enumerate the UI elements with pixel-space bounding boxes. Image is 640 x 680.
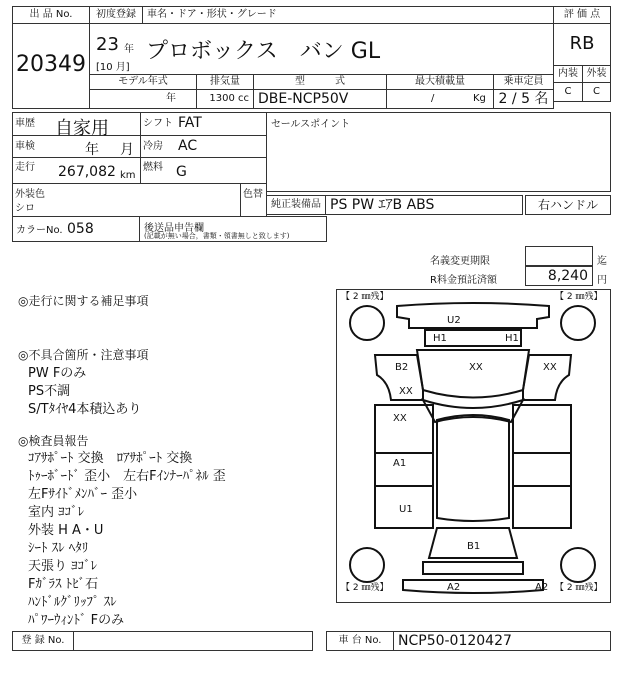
roof bbox=[437, 415, 509, 521]
equipment-label: 純正装備品 bbox=[271, 199, 321, 210]
model-year-label: モデル年式 bbox=[118, 76, 168, 87]
vehicle-name: プロボックス バン GL bbox=[146, 39, 381, 64]
chassis-label-cell bbox=[326, 631, 394, 651]
displacement-label: 排気量 bbox=[210, 76, 240, 87]
inspection-year: 年 bbox=[85, 142, 99, 158]
inspector-item: ﾊﾟﾜｰｳｨﾝﾄﾞ Fのみ bbox=[28, 613, 125, 628]
side-panel-right bbox=[513, 405, 571, 528]
capacity-label: 乗車定員 bbox=[503, 76, 544, 87]
score-label: 評 価 点 bbox=[563, 9, 601, 20]
tread-bottom-right: 【 2 ㎜残】 bbox=[555, 583, 603, 593]
first-reg-label: 初度登録 bbox=[96, 9, 136, 20]
tire-rear-left bbox=[350, 548, 384, 582]
interior-grade: C bbox=[564, 86, 572, 97]
defect-item: S/Tﾀｲﾔ4本積込あり bbox=[28, 402, 142, 417]
color-change-label: 色替 bbox=[243, 189, 263, 200]
capacity-cell bbox=[493, 89, 554, 109]
type-value: DBE-NCP50V bbox=[258, 91, 349, 107]
sales-points-label: セールスポイント bbox=[271, 119, 351, 130]
mark-b1: B1 bbox=[467, 541, 481, 552]
first-reg-label-cell bbox=[89, 6, 143, 24]
defects-header: ◎不具合箇所・注意事項 bbox=[18, 348, 149, 362]
displacement-value: 1300 cc bbox=[209, 93, 249, 104]
exterior-color-label: 外装色 bbox=[15, 189, 45, 200]
inspector-header: ◎検査員報告 bbox=[18, 434, 89, 448]
interior-grade-cell bbox=[553, 82, 583, 102]
exterior-color-value: シロ bbox=[15, 203, 35, 214]
max-load-unit: Kg bbox=[473, 93, 486, 104]
first-reg-month: [10 月] bbox=[96, 62, 130, 73]
capacity-value: 2 / 5 名 bbox=[498, 91, 549, 107]
defect-item: PW Fのみ bbox=[28, 366, 87, 381]
mark-xx-right: XX bbox=[543, 362, 557, 373]
interior-label-cell bbox=[553, 65, 583, 83]
defect-item: PS不調 bbox=[28, 384, 71, 399]
history-value: 自家用 bbox=[55, 118, 109, 139]
lot-number-cell bbox=[12, 23, 90, 109]
steering-cell bbox=[525, 195, 611, 215]
exterior-label: 外装 bbox=[586, 68, 607, 79]
rear-lamp-bar bbox=[423, 562, 523, 574]
inspector-item: 室内 ﾖｺﾞﾚ bbox=[28, 505, 85, 520]
registration-cell bbox=[73, 631, 313, 651]
tread-top-left: 【 2 ㎜残】 bbox=[341, 292, 389, 302]
lot-label-cell bbox=[12, 6, 90, 24]
max-load-label: 最大積載量 bbox=[415, 76, 465, 87]
chassis-cell bbox=[393, 631, 611, 651]
inspector-item: 外装 H A・U bbox=[28, 523, 104, 538]
exterior-color-box bbox=[12, 183, 267, 217]
max-load-value: / bbox=[431, 93, 435, 104]
tire-rear-right bbox=[561, 548, 595, 582]
inspector-item: Fｶﾞﾗｽ ﾄﾋﾞ石 bbox=[28, 577, 99, 592]
mark-xx-door: XX bbox=[393, 413, 407, 424]
exterior-label-cell bbox=[582, 65, 611, 83]
score-cell bbox=[553, 23, 611, 66]
score-label-cell bbox=[553, 6, 611, 24]
inspector-item: ﾄｩｰﾎﾞｰﾄﾞ 歪小 左右Fｲﾝﾅｰﾊﾟﾈﾙ 歪 bbox=[28, 469, 226, 484]
shift-label: シフト bbox=[143, 118, 173, 129]
name-change-label: 名義変更期限 bbox=[430, 256, 490, 267]
color-no-cell bbox=[12, 216, 140, 242]
model-year-value: 年 bbox=[166, 93, 176, 104]
aftermarket-label: 後送品申告欄 bbox=[144, 223, 204, 234]
capacity-label-cell bbox=[493, 74, 554, 90]
inspector-item: ｼｰﾄ ｽﾚ ﾍﾀﾘ bbox=[28, 541, 89, 556]
mileage-unit: km bbox=[120, 170, 136, 181]
tread-bottom-left: 【 2 ㎜残】 bbox=[341, 583, 389, 593]
year-unit: 年 bbox=[124, 44, 134, 55]
color-no-value: 058 bbox=[67, 221, 94, 237]
mark-a2-left: A2 bbox=[447, 582, 461, 593]
first-reg-year: 23 bbox=[96, 34, 119, 55]
score-value: RB bbox=[569, 33, 595, 54]
fuel-label: 燃料 bbox=[143, 162, 163, 173]
vehicle-label-cell bbox=[142, 6, 554, 24]
chassis-value: NCP50-0120427 bbox=[398, 633, 512, 649]
exterior-grade-cell bbox=[582, 82, 611, 102]
chassis-label: 車 台 No. bbox=[338, 635, 382, 646]
name-change-cell bbox=[525, 246, 593, 266]
recycle-value: 8,240 bbox=[547, 268, 588, 284]
name-change-unit: 迄 bbox=[597, 256, 607, 267]
tire-front-right bbox=[561, 306, 595, 340]
lot-number: 20349 bbox=[16, 52, 86, 77]
mark-a2-right: A2 bbox=[535, 582, 549, 593]
fuel-value: G bbox=[176, 164, 187, 180]
type-label: 型 式 bbox=[295, 76, 345, 87]
mark-b2: B2 bbox=[395, 362, 409, 373]
max-load-cell bbox=[386, 89, 494, 109]
displacement-cell bbox=[196, 89, 254, 109]
inspector-item: 左Fｻｲﾄﾞﾒﾝﾊﾞｰ 歪小 bbox=[28, 487, 138, 502]
mileage-label: 走行 bbox=[15, 162, 35, 173]
exterior-grade: C bbox=[593, 86, 600, 97]
max-load-label-cell bbox=[386, 74, 494, 90]
mark-a1: A1 bbox=[393, 458, 407, 469]
displacement-label-cell bbox=[196, 74, 254, 90]
mark-xx-center: XX bbox=[469, 362, 483, 373]
type-cell bbox=[253, 89, 387, 109]
recycle-unit: 円 bbox=[597, 275, 607, 286]
mark-h1-right: H1 bbox=[505, 333, 519, 344]
mark-xx-left: XX bbox=[399, 386, 413, 397]
mileage-value: 267,082 bbox=[58, 164, 116, 180]
ac-value: AC bbox=[178, 138, 198, 154]
type-label-cell bbox=[253, 74, 387, 90]
interior-label: 内装 bbox=[558, 68, 578, 79]
equipment-cell bbox=[325, 195, 523, 215]
model-year-cell bbox=[89, 89, 197, 109]
tread-top-right: 【 2 ㎜残】 bbox=[555, 292, 603, 302]
inspector-item: ﾊﾝﾄﾞﾙｸﾞﾘｯﾌﾟ ｽﾚ bbox=[28, 595, 117, 610]
vehicle-label: 車名・ドア・形状・グレード bbox=[147, 9, 277, 20]
registration-label-cell bbox=[12, 631, 74, 651]
tire-front-left bbox=[350, 306, 384, 340]
aftermarket-note: (記載が無い場合，書類・領書無しと致します) bbox=[144, 232, 290, 240]
mark-h1-left: H1 bbox=[433, 333, 447, 344]
inspection-month: 月 bbox=[120, 142, 134, 158]
equipment-value: PS PW ｴｱB ABS bbox=[330, 197, 435, 213]
shift-value: FAT bbox=[178, 115, 202, 131]
history-label: 車歴 bbox=[15, 118, 35, 129]
equipment-label-cell bbox=[266, 195, 326, 215]
aftermarket-cell bbox=[139, 216, 327, 242]
inspection-label: 車検 bbox=[15, 141, 35, 152]
front-bumper bbox=[397, 303, 549, 328]
rear-bumper bbox=[403, 580, 543, 593]
registration-label: 登 録 No. bbox=[21, 635, 65, 646]
inspector-item: 天張り ﾖｺﾞﾚ bbox=[28, 559, 98, 574]
sales-points-box bbox=[266, 112, 611, 192]
inspector-item: ｺｱｻﾎﾟｰﾄ 交換 ﾛｱｻﾎﾟｰﾄ 交換 bbox=[28, 451, 193, 466]
ac-label: 冷房 bbox=[143, 141, 163, 152]
hood bbox=[417, 350, 529, 398]
driving-notes-header: ◎走行に関する補足事項 bbox=[18, 294, 149, 308]
color-no-label: カラーNo. bbox=[16, 225, 63, 236]
mark-u2: U2 bbox=[447, 315, 461, 326]
damage-diagram bbox=[336, 289, 611, 603]
mark-u1: U1 bbox=[399, 504, 413, 515]
model-year-label-cell bbox=[89, 74, 197, 90]
recycle-cell bbox=[525, 266, 593, 286]
recycle-label: R料金預託済額 bbox=[430, 275, 497, 286]
lot-label: 出 品 No. bbox=[29, 9, 73, 20]
steering-value: 右ハンドル bbox=[537, 198, 598, 212]
